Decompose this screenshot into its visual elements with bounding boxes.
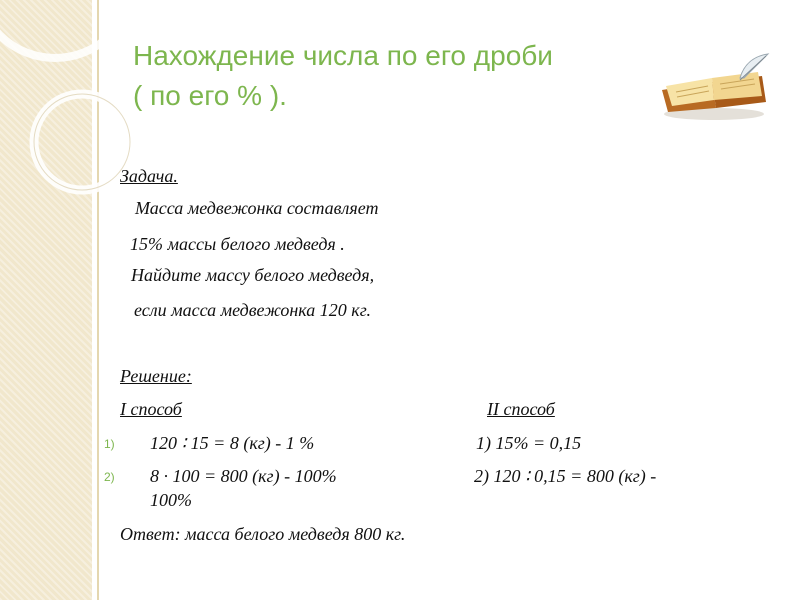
task-line-3: Найдите массу белого медведя, [131,265,375,285]
solution-heading: Решение: [120,366,192,386]
method-2-step-2: 2) 120 ∶ 0,15 = 800 (кг) - [474,466,657,486]
list-number-1: 1) [104,437,115,451]
list-number-2: 2) [104,470,115,484]
method-2-label: II способ [487,399,555,419]
method-1-step-1: 120 ∶ 15 = 8 (кг) - 1 % [150,433,315,453]
title-line-1: Нахождение числа по его дроби [133,40,553,71]
title-line-2: ( по его % ). [133,80,287,111]
task-heading: Задача. [120,166,178,186]
method-step-2-wrap: 100% [150,490,192,510]
task-line-4: если масса медвежонка 120 кг. [134,300,371,320]
task-line-2: 15% массы белого медведя . [130,234,345,254]
method-1-step-2: 8 ∙ 100 = 800 (кг) - 100% [150,466,337,486]
task-line-1: Масса медвежонка составляет [135,198,379,218]
method-1-label: I способ [120,399,182,419]
method-2-step-1: 1) 15% = 0,15 [476,433,582,453]
answer-line: Ответ: масса белого медведя 800 кг. [120,524,406,544]
